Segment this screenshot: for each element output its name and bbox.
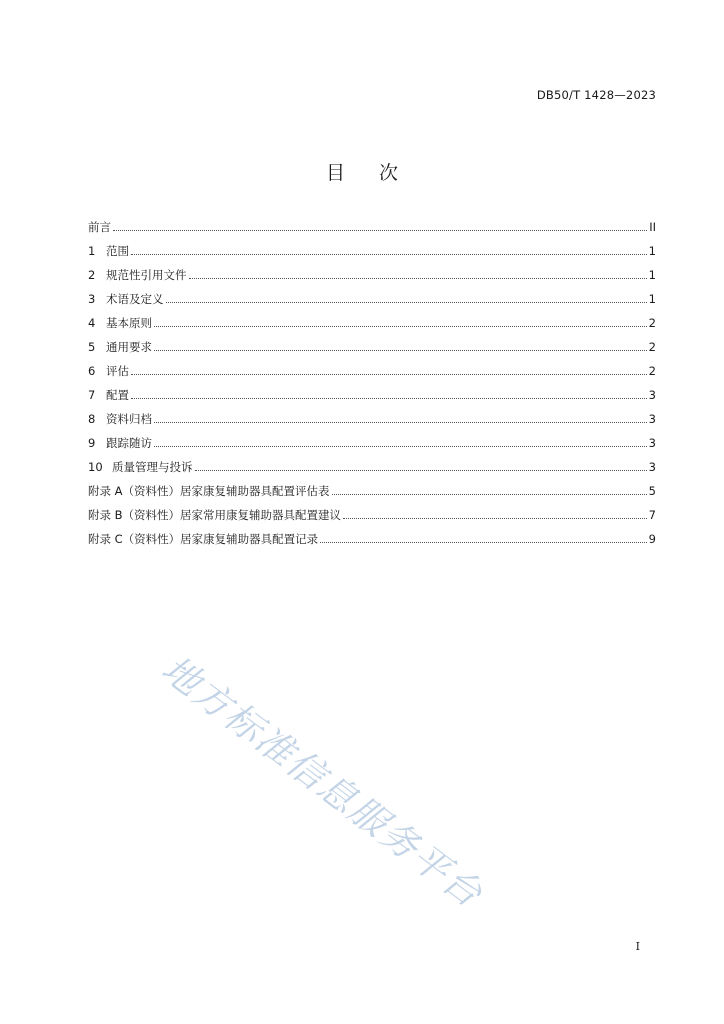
toc-entry-number: 3 <box>88 292 96 306</box>
toc-entry-text: 资料归档 <box>106 412 152 426</box>
toc-leader-dots <box>320 541 646 543</box>
toc-entry-text: 附录 C（资料性）居家康复辅助器具配置记录 <box>88 532 319 546</box>
toc-entry-label <box>88 435 152 451</box>
toc-entry[interactable] <box>88 483 656 507</box>
toc-entry[interactable] <box>88 387 656 411</box>
toc-entry-page: 3 <box>648 436 656 450</box>
toc-leader-dots <box>154 325 647 327</box>
page-number: I <box>635 940 640 953</box>
toc-entry-number: 6 <box>88 364 96 378</box>
toc-entry[interactable] <box>88 531 656 555</box>
toc-entry-text: 附录 B（资料性）居家常用康复辅助器具配置建议 <box>88 508 342 522</box>
toc-entry-page: 1 <box>648 244 656 258</box>
toc-entry-number: 10 <box>88 460 103 474</box>
toc-entry-label <box>88 291 164 307</box>
toc-leader-dots <box>195 469 647 471</box>
toc-entry-number: 5 <box>88 340 96 354</box>
toc-entry-number: 9 <box>88 436 96 450</box>
toc-entry-text: 前言 <box>88 220 111 234</box>
toc-entry[interactable] <box>88 507 656 531</box>
toc-entry-text: 评估 <box>106 364 129 378</box>
toc-entry-page: 3 <box>648 388 656 402</box>
toc-entry-label <box>88 459 193 475</box>
toc-leader-dots <box>154 445 647 447</box>
toc-entry[interactable] <box>88 243 656 267</box>
toc-entry-page: 1 <box>648 292 656 306</box>
toc-entry-label <box>88 387 129 403</box>
toc-entry-text: 附录 A（资料性）居家康复辅助器具配置评估表 <box>88 484 330 498</box>
toc-entry[interactable] <box>88 291 656 315</box>
toc-title <box>0 158 724 185</box>
toc-entry-number: 1 <box>88 244 96 258</box>
toc-entry-page: 3 <box>648 460 656 474</box>
toc-entry-page: II <box>649 220 656 234</box>
toc-entry-label <box>88 483 330 499</box>
toc-entry-text: 通用要求 <box>106 340 152 354</box>
document-code: DB50/T 1428—2023 <box>536 88 656 102</box>
toc-entry-label <box>88 507 341 523</box>
toc-entry-page: 2 <box>648 364 656 378</box>
toc-entry-text: 配置 <box>106 388 129 402</box>
toc-leader-dots <box>189 277 647 279</box>
toc-entry-number: 7 <box>88 388 96 402</box>
toc-entry[interactable] <box>88 363 656 387</box>
toc-entry-page: 3 <box>648 412 656 426</box>
toc-entry-text: 质量管理与投诉 <box>112 460 193 474</box>
toc-entry-page: 5 <box>648 484 656 498</box>
toc-entry[interactable] <box>88 411 656 435</box>
toc-leader-dots <box>166 301 647 303</box>
toc-entry-label <box>88 411 152 427</box>
toc-entry-label <box>88 363 129 379</box>
toc-leader-dots <box>154 349 647 351</box>
toc-entry-page: 2 <box>648 340 656 354</box>
toc-entry[interactable] <box>88 315 656 339</box>
toc-title-right: 次 <box>379 162 399 184</box>
toc-entry-page: 1 <box>648 268 656 282</box>
toc-entry-text: 范围 <box>106 244 129 258</box>
toc-entry[interactable] <box>88 459 656 483</box>
toc-leader-dots <box>131 253 647 255</box>
toc-entry-text: 规范性引用文件 <box>106 268 187 282</box>
toc-entry-text: 跟踪随访 <box>106 436 152 450</box>
toc-leader-dots <box>154 421 647 423</box>
toc-entry-label <box>88 243 129 259</box>
table-of-contents <box>88 219 656 555</box>
toc-leader-dots <box>131 373 647 375</box>
toc-entry-number: 4 <box>88 316 96 330</box>
toc-entry-label <box>88 339 152 355</box>
toc-entry-page: 2 <box>648 316 656 330</box>
toc-leader-dots <box>343 517 647 519</box>
toc-entry[interactable] <box>88 339 656 363</box>
toc-leader-dots <box>332 493 647 495</box>
toc-leader-dots <box>113 229 647 231</box>
watermark: 地方标准信息服务平台 <box>153 647 492 917</box>
toc-leader-dots <box>131 397 647 399</box>
toc-title-left: 目 <box>325 162 345 184</box>
toc-entry-number: 8 <box>88 412 96 426</box>
toc-entry-number: 2 <box>88 268 96 282</box>
toc-entry-label <box>88 531 318 547</box>
toc-entry-text: 基本原则 <box>106 316 152 330</box>
toc-entry[interactable] <box>88 267 656 291</box>
toc-entry-label <box>88 315 152 331</box>
toc-entry-label <box>88 267 187 283</box>
toc-entry-text: 术语及定义 <box>106 292 164 306</box>
toc-entry[interactable] <box>88 219 656 243</box>
toc-entry-label <box>88 219 111 235</box>
toc-entry[interactable] <box>88 435 656 459</box>
toc-entry-page: 9 <box>648 532 656 546</box>
toc-entry-page: 7 <box>648 508 656 522</box>
